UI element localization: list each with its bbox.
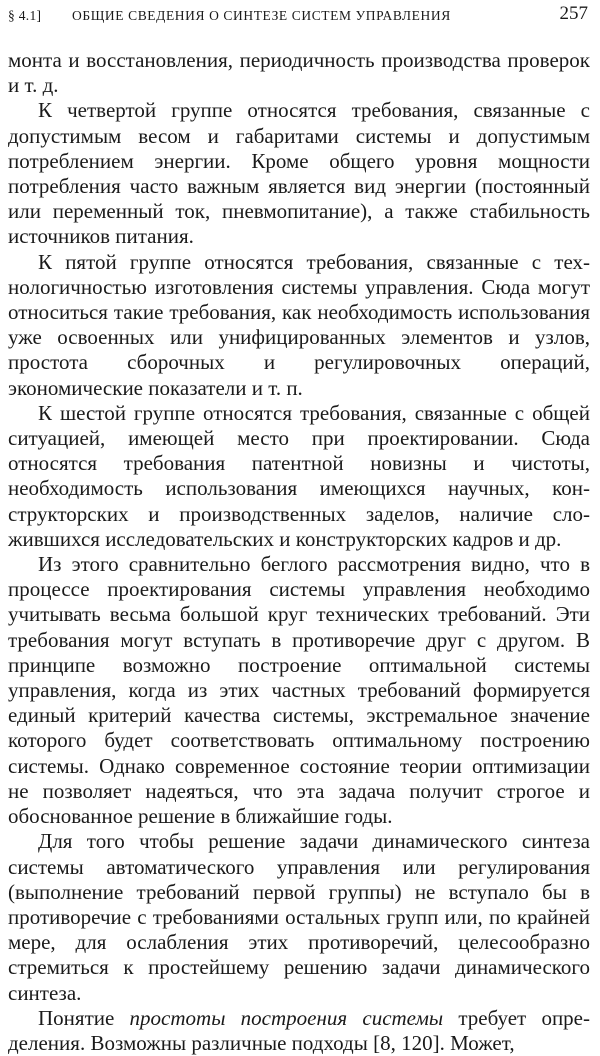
- paragraph-sixth-group: К шестой группе относятся требования, связанные с общей ситуацией, имеющей место при проектировании. Сюда относятся требования патентной новизны и чистоты, необходимость использования имеющихся научных, конструкторских и производственных заделов, наличие сложившихся исследовательских и конструкторских кадров и др.: [8, 400, 590, 551]
- paragraph-fifth-group: К пятой группе относятся требования, связанные с технологичностью изготовления системы управления. Сюда могут относиться такие требования, как необходимость использования уже освоенных или унифицированных элементов и узлов, простота сборочных и регулировочных операций, экономические показатели и т. п.: [8, 249, 590, 400]
- paragraph-simplicity-definition: [8, 1006, 590, 1056]
- body-text: [8, 48, 590, 1056]
- paragraph-fourth-group: К четвертой группе относятся требования, связанные с допустимым весом и габаритами системы и допустимым потреблением энергии. Кроме общего уровня мощности потребления часто важным является вид энергии (постоянный или переменный ток, пневмопитание), а также стабильность источников питания.: [8, 98, 590, 249]
- section-reference: § 4.1]: [8, 8, 42, 23]
- page-number: 257: [559, 3, 588, 24]
- paragraph-review-summary: Из этого сравнительно беглого рассмотрения видно, что в процессе проектирования системы управления необходимо учитывать весьма большой круг технических требований. Эти требования могут вступать в противоречие друг с другом. В принципе возможно построение оптимальной системы управления, когда из этих частных требований формируется единый критерий качества системы, экстремальное значение которого будет соответствовать оптимальному построению системы. Однако современное состояние теории оптимизации не позволяет надеяться, что эта задача получит строгое и обоснованное решение в ближайшие годы.: [8, 552, 590, 829]
- book-page: [8, 0, 590, 1055]
- chapter-title: ОБЩИЕ СВЕДЕНИЯ О СИНТЕЗЕ СИСТЕМ УПРАВЛЕНИЯ: [72, 8, 451, 23]
- paragraph-text-end: требует определения. Возможны различные подходы [8, 120]. Может,: [8, 1005, 590, 1055]
- paragraph-continuation: монта и восстановления, периодичность производства проверок и т. д.: [8, 48, 590, 98]
- paragraph-dynamic-synthesis: Для того чтобы решение задачи динамического синтеза системы автоматического управления или регулирования (выполнение требований первой группы) не вступало бы в противоречие с требованиями остальных групп или, по крайней мере, для ослабления этих противоречий, целесообразно стремиться к простейшему решению задачи динамического синтеза.: [8, 829, 590, 1005]
- paragraph-text-start: Понятие: [38, 1005, 130, 1030]
- running-header: [8, 0, 590, 36]
- emphasized-term: простоты построения системы: [129, 1005, 444, 1030]
